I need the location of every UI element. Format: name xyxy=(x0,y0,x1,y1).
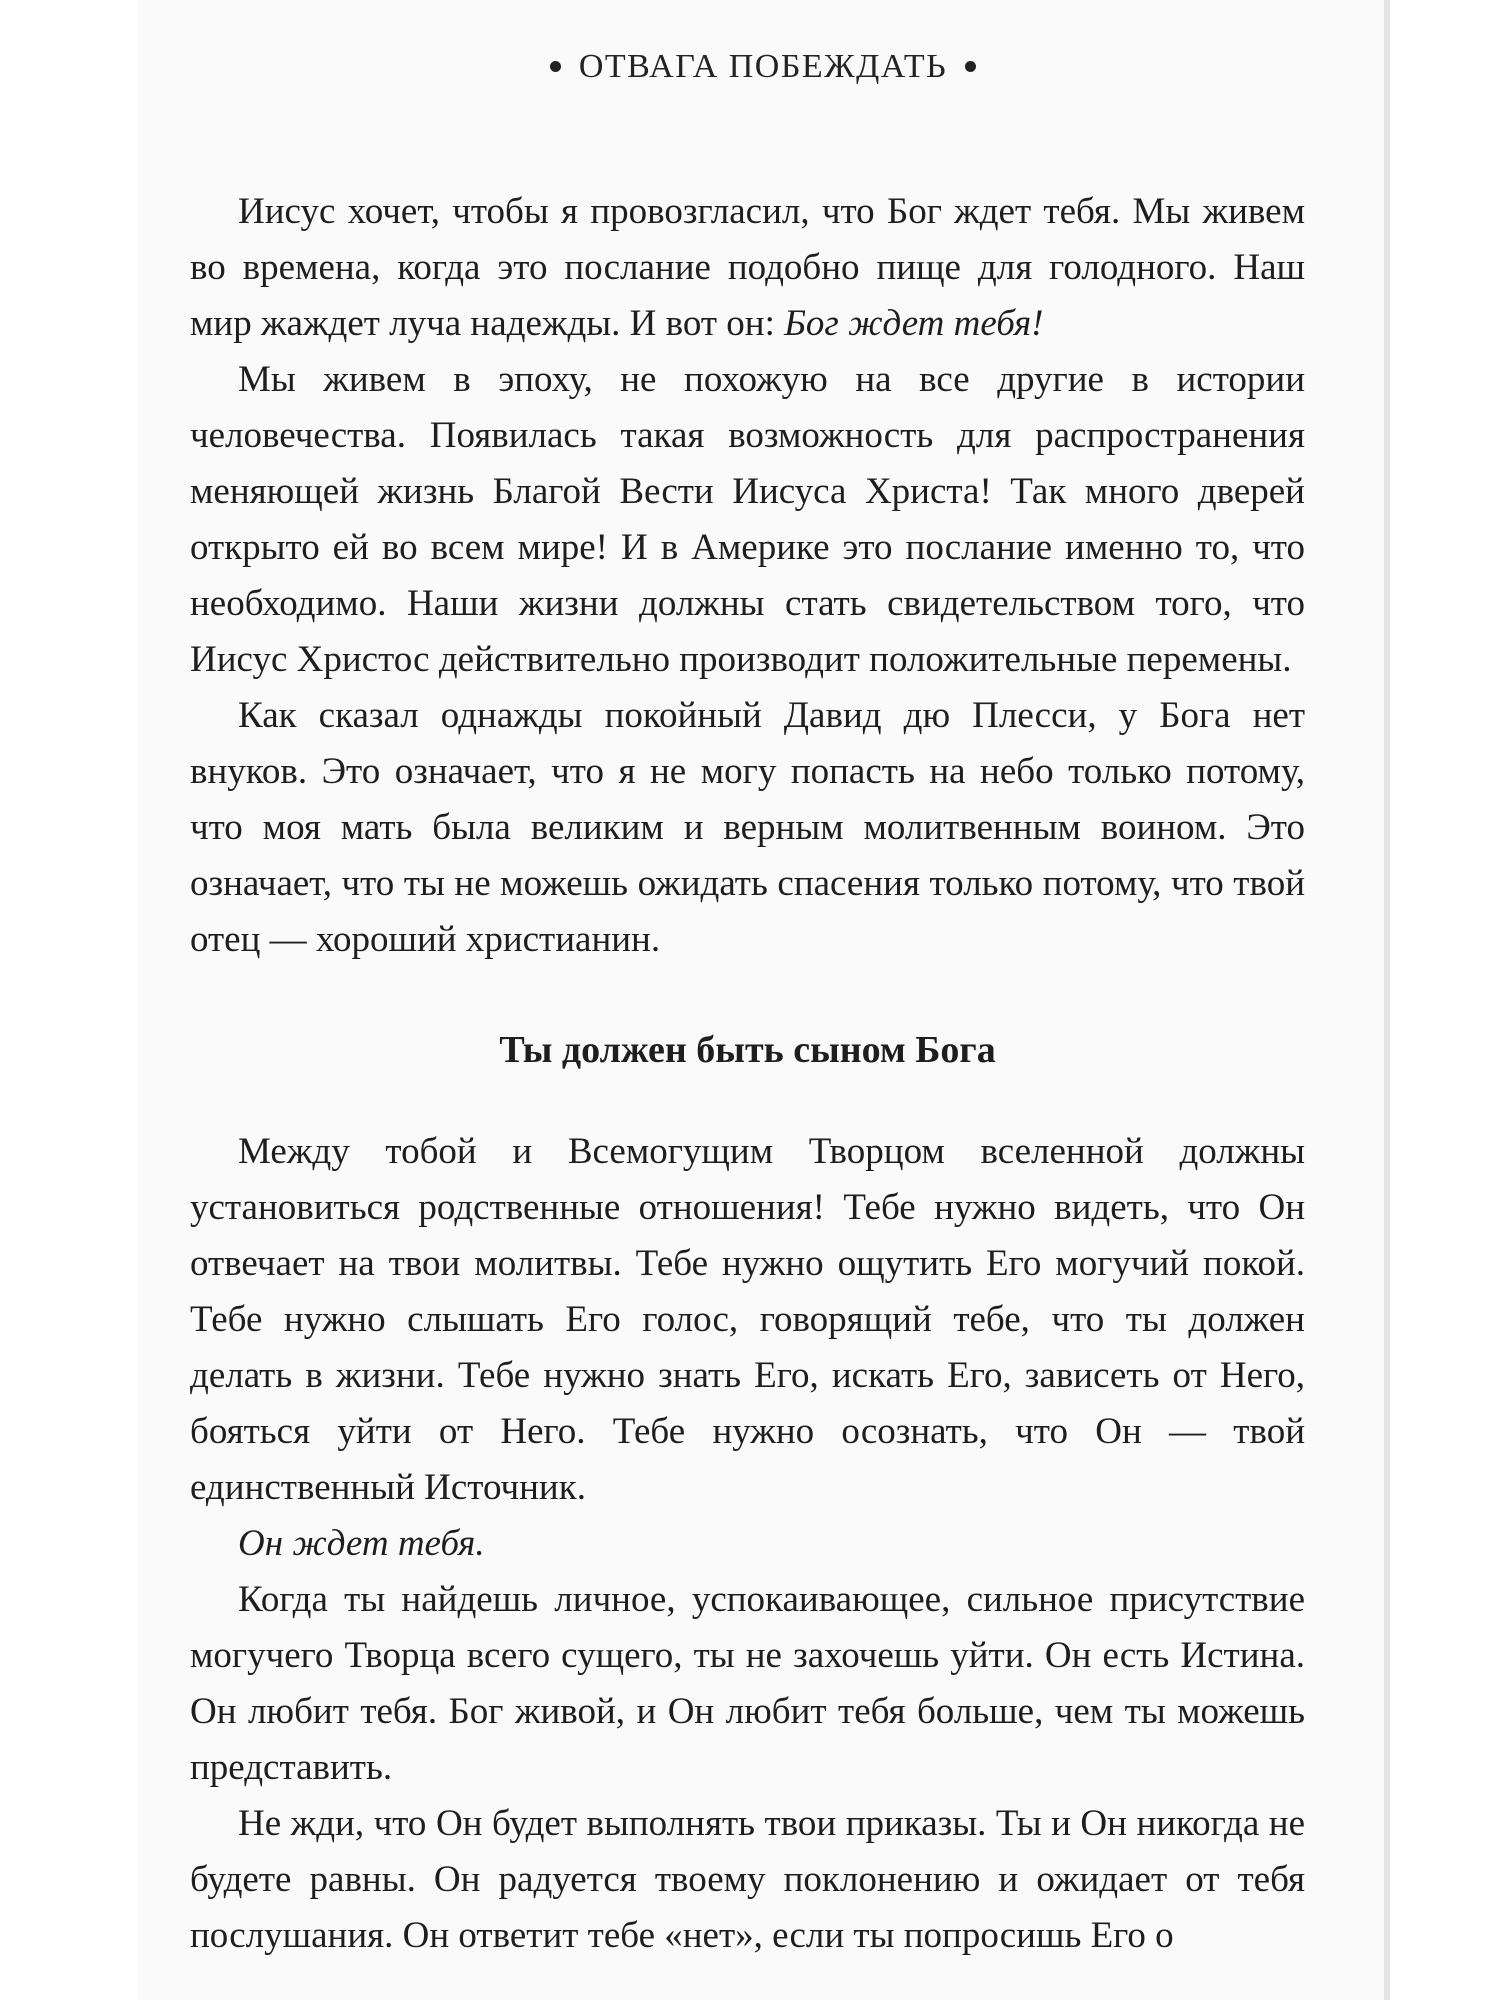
paragraph-5 xyxy=(190,1516,1305,1572)
page-body xyxy=(190,184,1305,1964)
paragraph-5-emphasis: Он ждет тебя. xyxy=(238,1523,485,1564)
paragraph-4: Между тобой и Всемогущим Творцом вселенной должны установиться родственные отношения! Тебе нужно видеть, что Он отвечает на твои молитвы. Тебе нужно ощутить Его могучий покой. Тебе нужно слышать Его голос, говорящий тебе, что ты должен делать в жизни. Тебе нужно знать Его, искать Его, зависеть от Него, бояться уйти от Него. Тебе нужно осознать, что Он — твой единственный Источник. xyxy=(190,1131,1305,1508)
running-title: ОТВАГА ПОБЕЖДАТЬ xyxy=(578,48,948,85)
paragraph-7: Не жди, что Он будет выполнять твои приказы. Ты и Он никогда не будете равны. Он радуется твоему поклонению и ожидает от тебя послушания. Он ответит тебе «нет», если ты попросишь Его о xyxy=(190,1803,1305,1956)
page-edge-shadow xyxy=(1384,0,1390,2000)
bullet-ornament-right xyxy=(965,61,976,72)
running-header xyxy=(138,48,1388,86)
paragraph-6: Когда ты найдешь личное, успокаивающее, сильное присутствие могучего Творца всего сущего, ты не захочешь уйти. Он есть Истина. Он любит тебя. Бог живой, и Он любит тебя больше, чем ты можешь представить. xyxy=(190,1579,1305,1788)
paragraph-1 xyxy=(190,184,1305,352)
bullet-ornament-left xyxy=(550,61,561,72)
paragraph-1-text: Иисус хочет, чтобы я провозгласил, что Бог ждет тебя. Мы живем во времена, когда это послание подобно пище для голодного. Наш мир жаждет луча надежды. И вот он: xyxy=(190,191,1305,344)
section-heading: Ты должен быть сыном Бога xyxy=(499,1029,996,1071)
paragraph-2: Мы живем в эпоху, не похожую на все другие в истории человечества. Появилась такая возможность для распространения меняющей жизнь Благой Вести Иисуса Христа! Так много дверей открыто ей во всем мире! И в Америке это послание именно то, что необходимо. Наши жизни должны стать свидетельством того, что Иисус Христос действительно производит положительные перемены. xyxy=(190,359,1305,680)
paragraph-1-emphasis: Бог ждет тебя! xyxy=(784,303,1044,344)
paragraph-3: Как сказал однажды покойный Давид дю Плесси, у Бога нет внуков. Это означает, что я не могу попасть на небо только потому, что моя мать была великим и верным молитвенным воином. Это означает, что ты не можешь ожидать спасения только потому, что твой отец — хороший христианин. xyxy=(190,695,1305,960)
